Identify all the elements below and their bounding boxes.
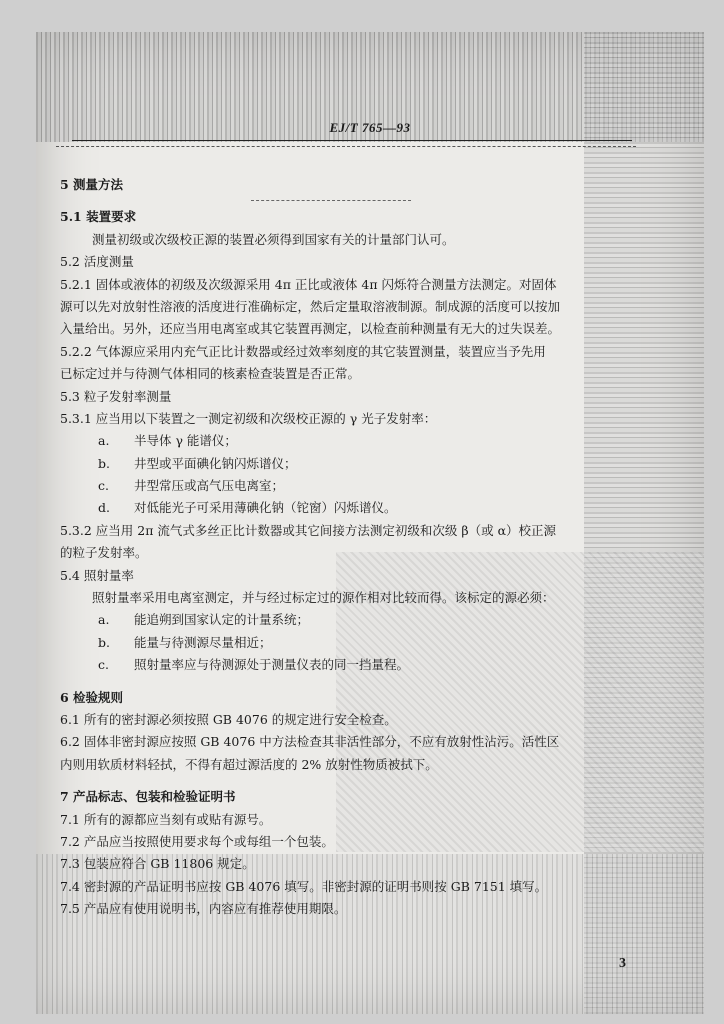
list-item <box>60 609 660 631</box>
paragraph-line: 6.2 固体非密封源应按照 GB 4076 中方法检查其非活性部分，不应有放射性沾污。活性区 <box>60 734 560 750</box>
section-gap <box>60 677 660 687</box>
header-rule <box>72 140 632 141</box>
paragraph-line: 5.2.1 固体或液体的初级及次级源采用 4π 正比或液体 4π 闪烁符合测量方法测定。对固体 <box>60 276 557 292</box>
section-gap <box>60 196 660 206</box>
list-item <box>60 632 660 654</box>
section-heading: 6 检验规则 <box>60 689 124 705</box>
list-item <box>60 654 660 676</box>
paragraph-line: 的粒子发射率。 <box>60 545 148 561</box>
list-item-text: 能追朔到国家认定的计量系统； <box>134 612 310 628</box>
paragraph-line: 5.3.2 应当用 2π 流气式多丝正比计数器或其它间接方法测定初级和次级 β（或 α）校正源 <box>60 522 557 538</box>
paragraph-line: 源可以先对放射性溶液的活度进行准确标定，然后定量取溶液制源。制成源的活度可以按加 <box>60 298 561 314</box>
paragraph-line: 5.3.1 应当用以下装置之一测定初级和次级校正源的 γ 光子发射率： <box>60 410 437 426</box>
list-item-label: a. <box>98 433 110 449</box>
list-item-label: c. <box>98 478 109 494</box>
document-page <box>36 32 704 1014</box>
section-gap <box>60 776 660 786</box>
section-heading: 7 产品标志、包装和检验证明书 <box>60 789 236 805</box>
header-rule-dashed <box>56 146 636 147</box>
list-item <box>60 475 660 497</box>
paragraph-line: 7.1 所有的源都应当刻有或贴有源号。 <box>60 811 272 827</box>
paragraph-line: 7.2 产品应当按照使用要求每个或每组一个包装。 <box>60 833 334 849</box>
paragraph-line: 5.3 粒子发射率测量 <box>60 388 172 404</box>
section-heading: 5 测量方法 <box>60 177 124 192</box>
list-item-text: 井型常压或高气压电离室； <box>134 478 285 494</box>
paragraph-line: 入量给出。另外，还应当用电离室或其它装置再测定，以检查前种测量有无大的过失误差。 <box>60 321 561 337</box>
list-item-text: 照射量率应与待测源处于测量仪表的同一挡量程。 <box>134 657 410 673</box>
list-item-label: d. <box>98 500 110 516</box>
paragraph-line: 5.4 照射量率 <box>60 567 134 583</box>
paragraph-line: 照射量率采用电离室测定，并与经过标定过的源作相对比较而得。该标定的源必须： <box>92 590 555 606</box>
paragraph-line: 7.4 密封源的产品证明书应按 GB 4076 填写。非密封源的证明书则按 GB 7151 填写。 <box>60 878 548 894</box>
paragraph-line: 6.1 所有的密封源必须按照 GB 4076 的规定进行安全检查。 <box>60 711 397 727</box>
paragraph-line: 7.5 产品应有使用说明书，内容应有推荐使用期限。 <box>60 901 347 917</box>
standard-code-header: EJ/T 765—93 <box>329 120 411 135</box>
document-body <box>60 174 660 921</box>
paragraph-line: 5.2.2 气体源应采用内充气正比计数器或经过效率刻度的其它装置测量，装置应当予先用 <box>60 343 546 359</box>
paragraph-line: 已标定过并与待测气体相同的核素检查装置是否正常。 <box>60 366 361 382</box>
list-item-text: 半导体 γ 能谱仪； <box>134 433 237 449</box>
section-heading: 5.1 装置要求 <box>60 209 137 225</box>
paragraph-line: 内则用软质材料轻拭，不得有超过源活度的 2% 放射性物质被拭下。 <box>60 756 438 772</box>
list-item-text: 对低能光子可采用薄碘化钠（铊窗）闪烁谱仪。 <box>134 500 397 516</box>
page-number: 3 <box>619 956 626 971</box>
list-item-label: a. <box>98 612 110 628</box>
list-item-label: b. <box>98 455 110 471</box>
paragraph-line: 7.3 包装应符合 GB 11806 规定。 <box>60 856 255 872</box>
list-item-label: b. <box>98 634 110 650</box>
paragraph-line: 测量初级或次级校正源的装置必须得到国家有关的计量部门认可。 <box>92 231 455 247</box>
list-item-text: 井型或平面碘化钠闪烁谱仪； <box>134 455 297 471</box>
list-item <box>60 497 660 519</box>
list-item <box>60 453 660 475</box>
list-item-label: c. <box>98 657 109 673</box>
list-item-text: 能量与待测源尽量相近； <box>134 634 272 650</box>
list-item <box>60 430 660 452</box>
paragraph-line: 5.2 活度测量 <box>60 254 134 270</box>
